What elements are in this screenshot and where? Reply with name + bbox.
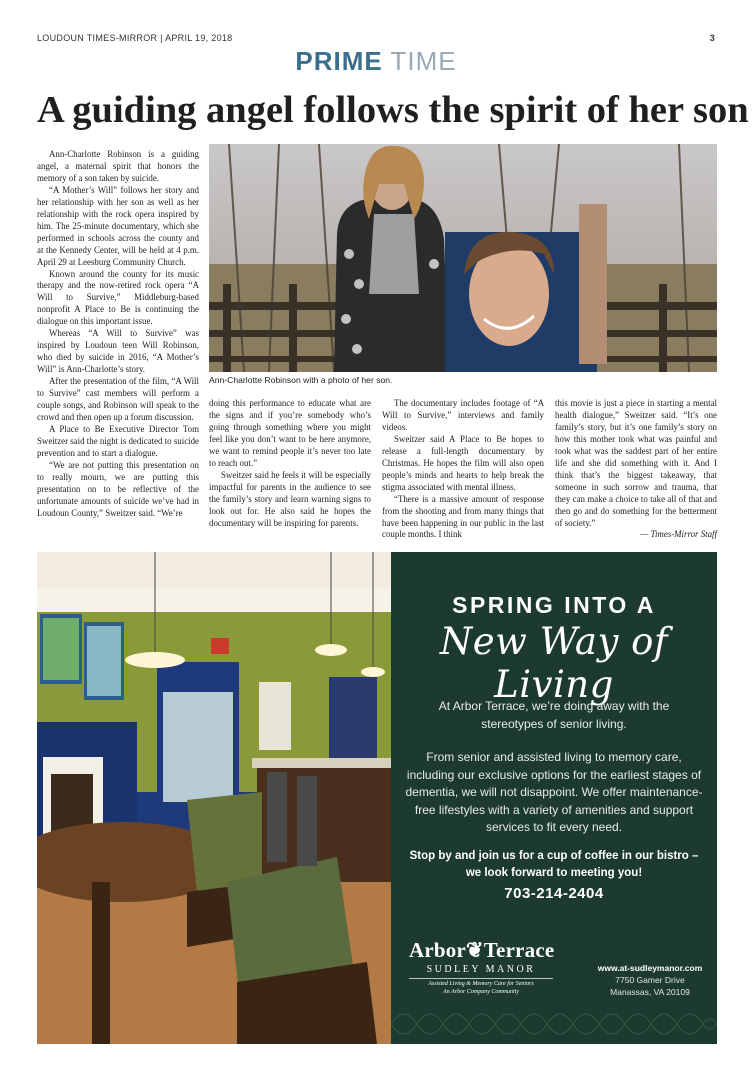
logo-tagline: Assisted Living & Memory Care for Seniors: [409, 978, 553, 987]
decorative-pattern-icon: [391, 1004, 717, 1044]
masthead: [37, 33, 715, 47]
paragraph: Sweitzer said A Place to Be hopes to release a full-length documentary by Christmas. He hopes the film will also open people’s minds and hearts to help break the stigma associated with mental illness.: [382, 433, 544, 492]
section-title-prime: PRIME: [295, 46, 383, 76]
section-title-time: TIME: [390, 46, 457, 76]
ad-call-to-action: Stop by and join us for a cup of coffee in our bistro – we look forward to meeting you!: [409, 850, 699, 879]
arbor-terrace-advertisement[interactable]: [37, 552, 717, 1044]
ad-phone-number[interactable]: 703-214-2404: [504, 885, 604, 902]
paragraph: The documentary includes footage of “A Will to Survive,” interviews and family videos.: [382, 398, 544, 432]
paragraph: A Place to Be Executive Director Tom Sweitzer said the night is dedicated to suicide prevention and to start a dialogue.: [37, 423, 199, 458]
bistro-interior-photo: [37, 552, 391, 1044]
ad-contact: [587, 962, 713, 998]
arbor-terrace-logo: [409, 938, 553, 995]
ad-script-headline: New Way of Living: [439, 620, 669, 706]
byline: — Times-Mirror Staff: [640, 529, 717, 540]
paragraph: Known around the county for its music therapy and the now-retired rock opera “A Will to Survive,” Middleburg-based nonprofit A Place to Be is continuing the dialogue on this important issue.: [37, 268, 199, 327]
paragraph: “A Mother’s Will” follows her story and her relationship with her son as well as her relationship with the rock opera inspired by him. The 25-minute documentary, which she performed in schools across the county and at the Kennedy Center, will be held at 4 p.m. April 29 at Leesburg Community Church.: [37, 184, 199, 267]
ad-headline: SPRING INTO A: [452, 592, 656, 618]
paragraph: “There is a massive amount of response from the shooting and from many things that have been happening in our public in the last couple months. I think: [382, 493, 544, 540]
article-column-2: [209, 398, 371, 529]
article-column-4: [555, 398, 717, 541]
page-number: 3: [709, 33, 715, 43]
logo-subtitle: SUDLEY MANOR: [426, 964, 536, 975]
section-title: [0, 46, 752, 77]
article-column-1: [37, 149, 199, 520]
mother-with-son-photo: [209, 144, 717, 372]
logo-community: An Arbor Company Community: [442, 989, 520, 995]
ad-intro: At Arbor Terrace, we’re doing away with the stereotypes of senior living.: [438, 699, 670, 731]
article-photo: [209, 144, 717, 372]
paper-date: LOUDOUN TIMES-MIRROR | APRIL 19, 2018: [37, 33, 233, 43]
bistro-interior-illustration: [37, 552, 391, 1044]
paragraph: Sweitzer said he feels it will be especially impactful for parents in the audience to see the family’s story and learn warning signs to look out for. He also said he hopes the documentary will be inspiring for parents.: [209, 469, 371, 528]
ad-text-panel: [391, 552, 717, 1044]
paragraph: this movie is just a piece in starting a mental health dialogue,” Sweitzer said. “It’s one family’s story, but it’s one family’s story on how this mother took what was painful and took what was the saddest part of her entire life and she did something with it. And I think that’s the biggest takeaway, that someone in such sorrow and trauma, that they can make a choice to take all of that and then go and do something for the betterment of society.”: [555, 398, 717, 528]
paragraph: Ann-Charlotte Robinson is a guiding angel, a maternal spirit that honors the memory of a son taken by suicide.: [37, 149, 199, 183]
ad-address-line-2: Manassas, VA 20109: [610, 987, 690, 997]
logo-name: Arbor❦Terrace: [409, 938, 555, 962]
ad-body: From senior and assisted living to memory care, including our exclusive options for the earliest stages of dementia, we will not disappoint. We offer maintenance-free lifestyles with a variety of amenities and support services to fit every need.: [405, 750, 703, 834]
ad-website-link[interactable]: www.at-sudleymanor.com: [597, 963, 703, 973]
headline: A guiding angel follows the spirit of her son: [37, 89, 749, 131]
paragraph: Whereas “A Will to Survive” was inspired by Loudoun teen Will Robinson, who died by suicide in 2016, “A Mother’s Will” is Ann-Charlotte’s story.: [37, 328, 199, 375]
paragraph: “We are not putting this presentation on to really mourn, we are putting this presentation on to be reflective of the unfortunate amounts of suicide we’ve had in Loudoun County,” Sweitzer said. “We’re: [37, 459, 199, 518]
photo-caption: Ann-Charlotte Robinson with a photo of her son.: [209, 375, 393, 385]
ad-address-line-1: 7750 Gamer Drive: [615, 975, 685, 985]
paragraph: After the presentation of the film, “A Will to Survive” cast members will perform a couple songs, and Robinson will speak to the crowd and then open up a forum discussion.: [37, 376, 199, 422]
paragraph: doing this performance to educate what are the signs and if you’re somebody who’s going through something where you might feel like you don’t want to be here anymore, we want to remind people it’s never too late to reach out.”: [209, 398, 371, 468]
article-column-3: [382, 398, 544, 541]
